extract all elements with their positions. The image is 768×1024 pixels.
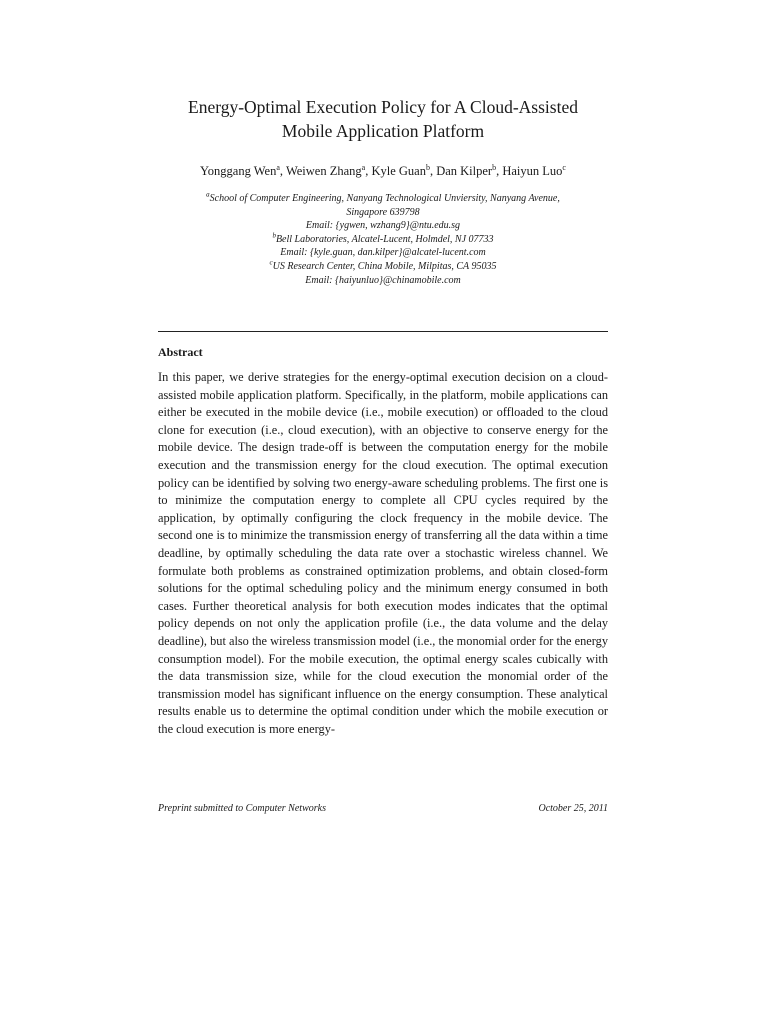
author-affil-mark: c	[562, 162, 566, 172]
affil-mark: a	[206, 190, 210, 199]
abstract-heading: Abstract	[158, 345, 203, 359]
author-affil-mark: b	[425, 162, 430, 172]
abstract-body: In this paper, we derive strategies for the energy-optimal execution decision on a cloud-assisted mobile application platform. Specifically, in the platform, mobile applications can either be executed in the mobile device (i.e., mobile execution) or offloaded to the cloud clone for execution (i.e., cloud execution), with an objective to conserve energy for the mobile device. The design trade-off is between the computation energy for the mobile execution and the transmission energy for the cloud execution. The optimal execution policy can be identified by solving two energy-aware scheduling problems. The first one is to minimize the computation energy to complete all CPU cycles required by the application, by optimally configuring the clock frequency in the mobile device. The second one is to minimize the transmission energy of transferring all the data within a time deadline, by optimally scheduling the data rate over a stochastic wireless channel. We formulate both problems as constrained optimization problems, and obtain closed-form solutions for the optimal scheduling policy and the minimum energy consumed in both cases. Further theoretical analysis for both execution modes indicates that the optimal policy depends on not only the application profile (i.e., the data volume and the delay deadline), but also the wireless transmission model (i.e., the monomial order for the energy consumption model). For the mobile execution, the optimal energy scales cubically with the data transmission size, while for the cloud execution the monomial order of the transmission model has significant influence on the energy consumption. These analytical results enable us to determine the optimal condition under which the mobile execution or the cloud execution is more energy-	[158, 370, 608, 736]
affiliations	[158, 192, 608, 287]
author-list: Yonggang Wen$^a$, Weiwen Zhang$^a$, Kyle Guan$^b$, Dan Kilper$^b$, Haiyun Luo$^c$	[200, 162, 566, 178]
author-name: Dan Kilper	[436, 164, 493, 178]
affil-mark: b	[272, 231, 276, 240]
author-affil-mark: a	[361, 162, 366, 172]
email-c: Email: {haiyunluo}@chinamobile.com	[305, 274, 461, 286]
email-b: Email: {kyle.guan, dan.kilper}@alcatel-lucent.com	[280, 247, 486, 259]
affil-mark: c	[269, 258, 273, 267]
footer-date: October 25, 2011	[538, 803, 608, 814]
author-affil-mark: a	[276, 162, 280, 172]
section-divider	[158, 331, 608, 332]
affiliation-b: $^b$Bell Laboratories, Alcatel-Lucent, Holmdel, NJ 07733	[272, 231, 494, 245]
email-a: Email: {ygwen, wzhang9}@ntu.edu.sg	[305, 220, 461, 232]
title-line-2: Mobile Application Platform	[281, 121, 485, 141]
affiliation-c: $^c$US Research Center, China Mobile, Milpitas, CA 95035	[269, 258, 497, 272]
paper-title	[158, 95, 608, 143]
author-name: Yonggang Wen	[200, 164, 277, 178]
footer-journal: Preprint submitted to Computer Networks	[158, 803, 326, 814]
title-line-1: Energy-Optimal Execution Policy for A Cloud-Assisted	[188, 97, 578, 117]
author-name: Haiyun Luo	[502, 164, 563, 178]
author-affil-mark: b	[492, 162, 497, 172]
affiliation-a: $^a$School of Computer Engineering, Nanyang Technological Unviersity, Nanyang Avenue,	[206, 190, 560, 204]
author-name: Kyle Guan	[371, 164, 426, 178]
author-name: Weiwen Zhang	[285, 164, 362, 178]
affiliation-a-cont: Singapore 639798	[346, 206, 420, 218]
